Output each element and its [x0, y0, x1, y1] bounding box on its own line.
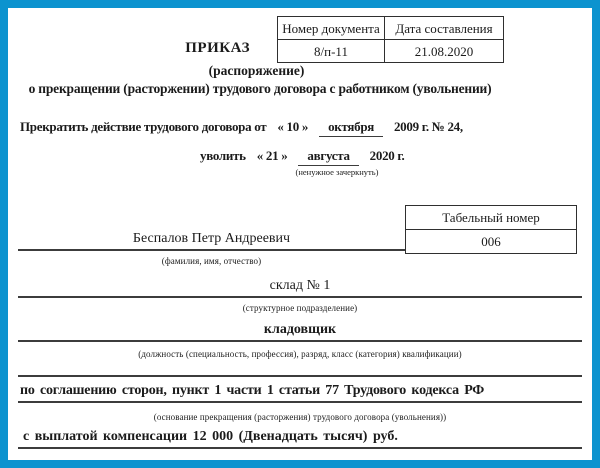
termination-day: « 10 »: [277, 119, 309, 134]
document-description: о прекращении (расторжении) трудового договора с работником (увольнении): [28, 81, 492, 96]
doc-number-header: Номер документа: [282, 20, 380, 36]
termination-reason-caption: (основание прекращения (расторжения) трудового договора (увольнения)): [153, 412, 447, 422]
contract-termination-line: [20, 119, 463, 137]
compensation-field: [18, 426, 582, 449]
dismissal-date-line: [200, 148, 405, 166]
position-value: кладовщик: [263, 322, 337, 337]
personnel-number-header: Табельный номер: [442, 210, 540, 225]
employee-name-caption: (фамилия, имя, отчество): [161, 256, 262, 266]
department-value: склад № 1: [269, 278, 331, 293]
personnel-number-value: 006: [406, 229, 576, 253]
termination-year-number: 2009 г. № 24,: [393, 119, 463, 134]
dismissal-day: « 21 »: [256, 148, 288, 163]
grounds-top-rule: [18, 375, 582, 377]
termination-reason: по соглашению сторон, пункт 1 части 1 статьи 77 Трудового кодекса РФ: [20, 383, 485, 398]
strike-out-note: (ненужное зачеркнуть): [295, 167, 379, 177]
position-field: [18, 322, 582, 342]
employee-name-field: [18, 228, 405, 251]
dismissal-label: уволить: [200, 148, 246, 163]
department-caption: (структурное подразделение): [242, 303, 358, 313]
employee-name: Беспалов Петр Андреевич: [132, 231, 291, 246]
dismissal-year: 2020 г.: [369, 148, 405, 163]
termination-month: октября: [319, 119, 383, 137]
dismissal-month: августа: [298, 148, 358, 166]
personnel-number-table: [405, 205, 577, 254]
termination-reason-field: [18, 381, 582, 403]
position-caption: (должность (специальность, профессия), разряд, класс (категория) квалификации): [138, 349, 462, 359]
doc-date-header: Дата составления: [384, 17, 503, 39]
doc-number-value: 8/п-11: [278, 39, 384, 62]
doc-date-value: 21.08.2020: [384, 39, 503, 62]
document-subtitle: (распоряжение): [208, 63, 305, 78]
doc-number-table: [277, 16, 504, 63]
termination-label: Прекратить действие трудового договора от: [20, 119, 267, 134]
department-field: [18, 278, 582, 298]
document-title: ПРИКАЗ: [185, 40, 250, 56]
compensation-value: с выплатой компенсации 12 000 (Двенадцать тысяч) руб.: [23, 429, 398, 444]
